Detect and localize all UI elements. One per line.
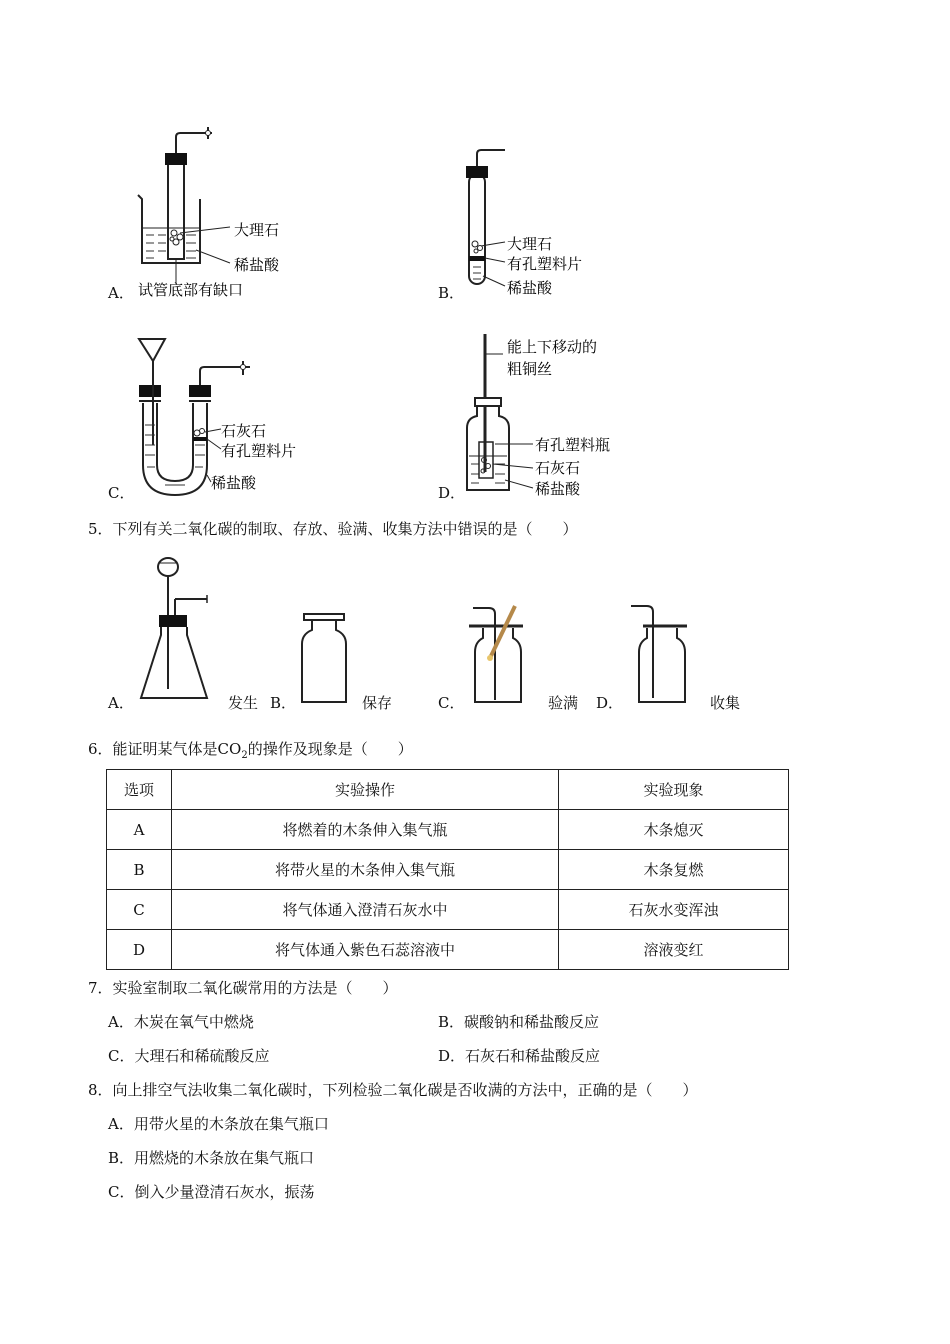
q8-option-b: B．用燃烧的木条放在集气瓶口 (108, 1149, 315, 1167)
q4b-label-marble: 大理石 (507, 235, 553, 253)
q4d-label-wire-1: 能上下移动的 (507, 338, 598, 356)
q4-figure-b (455, 140, 635, 300)
q4d-label-acid: 稀盐酸 (535, 480, 581, 498)
table-header-cell: 实验现象 (559, 770, 789, 810)
q5-stem (88, 518, 578, 539)
q7-number: 7． (88, 979, 113, 997)
q4-option-c-letter: C． (108, 484, 135, 502)
q5-option-d-caption: 收集 (710, 694, 741, 712)
q8-option-a: A．用带火星的木条放在集气瓶口 (108, 1115, 329, 1133)
q4d-label-limestone: 石灰石 (535, 459, 581, 477)
q5-option-d-letter: D． (596, 694, 624, 712)
q6-stem (88, 738, 413, 761)
table-cell: B (107, 850, 172, 890)
q5-figure-a (135, 553, 225, 705)
q7-option-c: C．大理石和稀硫酸反应 (108, 1047, 270, 1065)
table-cell: 木条熄灭 (559, 810, 789, 850)
q7-option-b: B．碳酸钠和稀盐酸反应 (438, 1013, 600, 1031)
table-cell: D (107, 930, 172, 970)
q4b-label-plate: 有孔塑料片 (507, 255, 583, 273)
q6-table (106, 769, 789, 970)
q5-figure-b (298, 612, 353, 708)
q4-figure-d (455, 332, 645, 502)
q5-option-b-caption: 保存 (362, 694, 393, 712)
table-cell: A (107, 810, 172, 850)
table-header-row (107, 770, 789, 810)
q4a-label-gap: 试管底部有缺口 (138, 281, 244, 299)
q7-stem-text: 实验室制取二氧化碳常用的方法是（ ） (112, 979, 398, 997)
q5-option-a-caption: 发生 (228, 694, 259, 712)
q4-figure-c (125, 335, 325, 500)
table-cell: 木条复燃 (559, 850, 789, 890)
q5-figure-d (625, 600, 695, 708)
q5-stem-text: 下列有关二氧化碳的制取、存放、验满、收集方法中错误的是（ ） (112, 520, 578, 538)
q5-option-c-caption: 验满 (548, 694, 579, 712)
table-row (107, 930, 789, 970)
table-cell: 将燃着的木条伸入集气瓶 (172, 810, 559, 850)
q5-number: 5． (88, 520, 113, 538)
q4c-label-acid: 稀盐酸 (211, 474, 257, 492)
q5-figure-c (465, 602, 530, 708)
q4-option-a-letter: A． (108, 284, 134, 302)
table-cell: C (107, 890, 172, 930)
q5-option-c-letter: C． (438, 694, 465, 712)
q6-stem-sub: 2 (241, 750, 248, 761)
table-header-cell: 选项 (107, 770, 172, 810)
table-row (107, 850, 789, 890)
table-cell: 石灰水变浑浊 (559, 890, 789, 930)
q6-number: 6． (88, 740, 113, 758)
q8-stem (88, 1079, 698, 1100)
table-row (107, 890, 789, 930)
table-row (107, 810, 789, 850)
table-header-cell: 实验操作 (172, 770, 559, 810)
q4-option-d-letter: D． (438, 484, 466, 502)
q5-option-b-letter: B． (270, 694, 297, 712)
q4b-label-acid: 稀盐酸 (507, 279, 553, 297)
table-cell: 溶液变红 (559, 930, 789, 970)
q8-number: 8． (88, 1081, 113, 1099)
q4c-label-limestone: 石灰石 (221, 422, 267, 440)
table-cell: 将气体通入澄清石灰水中 (172, 890, 559, 930)
q7-option-a: A．木炭在氧气中燃烧 (108, 1013, 254, 1031)
q7-option-d: D．石灰石和稀盐酸反应 (438, 1047, 601, 1065)
q4d-label-bottle: 有孔塑料瓶 (535, 436, 611, 454)
q7-stem (88, 977, 398, 998)
q8-stem-text: 向上排空气法收集二氧化碳时，下列检验二氧化碳是否收满的方法中，正确的是（ ） (112, 1081, 698, 1099)
q4a-label-acid: 稀盐酸 (234, 256, 280, 274)
q4d-label-wire-2: 粗铜丝 (507, 360, 553, 378)
q8-option-c: C．倒入少量澄清石灰水，振荡 (108, 1183, 315, 1201)
q5-option-a-letter: A． (108, 694, 134, 712)
q4-option-b-letter: B． (438, 284, 465, 302)
q6-stem-pre: 能证明某气体是CO (112, 740, 242, 758)
q4a-label-marble: 大理石 (234, 221, 280, 239)
q4c-label-plate: 有孔塑料片 (221, 442, 297, 460)
table-cell: 将气体通入紫色石蕊溶液中 (172, 930, 559, 970)
table-cell: 将带火星的木条伸入集气瓶 (172, 850, 559, 890)
q6-stem-post: 的操作及现象是（ ） (247, 740, 413, 758)
q4-figure-a (100, 125, 320, 305)
